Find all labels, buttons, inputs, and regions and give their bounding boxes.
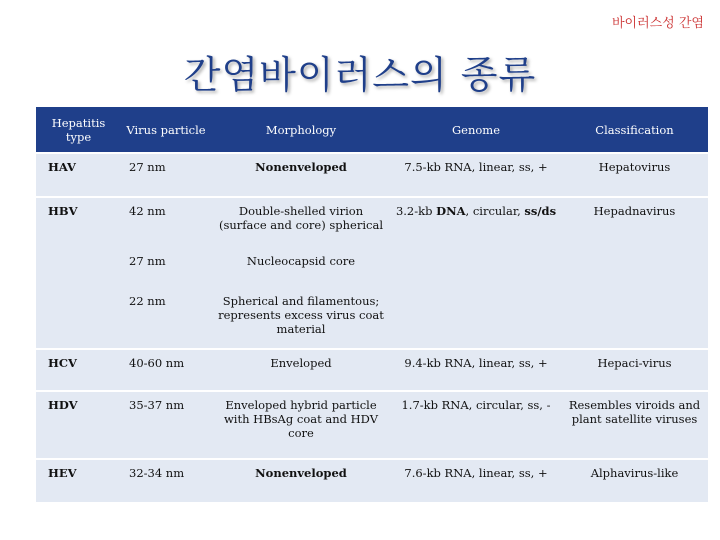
hepatitis-virus-table xyxy=(36,107,708,502)
cell-classification xyxy=(561,288,708,348)
cell-particle: 27 nm xyxy=(121,152,211,196)
genome-dna: DNA xyxy=(436,204,466,218)
cell-classification: Hepaci-virus xyxy=(561,348,708,390)
cell-morphology: Enveloped xyxy=(211,348,391,390)
cell-type: HCV xyxy=(36,348,121,390)
header-virus-particle: Virus particle xyxy=(121,107,211,152)
cell-morphology: Nucleocapsid core xyxy=(211,248,391,288)
cell-genome xyxy=(391,248,561,288)
cell-genome: 7.5-kb RNA, linear, ss, + xyxy=(391,152,561,196)
header-classification: Classification xyxy=(561,107,708,152)
cell-morphology: Enveloped hybrid particle with HBsAg coat and HDV core xyxy=(211,390,391,458)
header-hepatitis-type: Hepatitis type xyxy=(36,107,121,152)
table-row-hbv xyxy=(36,196,708,248)
cell-type: HBV xyxy=(36,196,121,248)
header-morphology: Morphology xyxy=(211,107,391,152)
cell-morphology: Double-shelled virion (surface and core) spherical xyxy=(211,196,391,248)
table-row-hbv-surface xyxy=(36,288,708,348)
cell-morphology: Spherical and filamentous; represents excess virus coat material xyxy=(211,288,391,348)
cell-classification xyxy=(561,248,708,288)
cell-genome xyxy=(391,288,561,348)
cell-genome: 9.4-kb RNA, linear, ss, + xyxy=(391,348,561,390)
cell-genome xyxy=(391,196,561,248)
cell-classification: Hepadnavirus xyxy=(561,196,708,248)
page-title: 간염바이러스의 종류 xyxy=(183,53,537,97)
cell-genome: 7.6-kb RNA, linear, ss, + xyxy=(391,458,561,502)
cell-morphology: Nonenveloped xyxy=(211,458,391,502)
header-genome: Genome xyxy=(391,107,561,152)
cell-classification: Resembles viroids and plant satellite viruses xyxy=(561,390,708,458)
table-row-hcv xyxy=(36,348,708,390)
genome-text: , circular, xyxy=(465,204,525,218)
cell-particle: 32-34 nm xyxy=(121,458,211,502)
cell-particle: 27 nm xyxy=(121,248,211,288)
table-row-hbv-core xyxy=(36,248,708,288)
cell-particle: 42 nm xyxy=(121,196,211,248)
table-header-row xyxy=(36,107,708,152)
genome-strand: ss/ds xyxy=(524,204,557,218)
cell-type xyxy=(36,248,121,288)
cell-classification: Hepatovirus xyxy=(561,152,708,196)
cell-genome: 1.7-kb RNA, circular, ss, - xyxy=(391,390,561,458)
cell-classification: Alphavirus-like xyxy=(561,458,708,502)
cell-particle: 35-37 nm xyxy=(121,390,211,458)
cell-morphology: Nonenveloped xyxy=(211,152,391,196)
cell-particle: 22 nm xyxy=(121,288,211,348)
genome-text: 3.2-kb xyxy=(395,204,437,218)
section-label: 바이러스성 간염 xyxy=(611,16,704,31)
cell-type: HAV xyxy=(36,152,121,196)
table-row-hdv xyxy=(36,390,708,458)
cell-particle: 40-60 nm xyxy=(121,348,211,390)
cell-type: HDV xyxy=(36,390,121,458)
table-row-hav xyxy=(36,152,708,196)
table-row-hev xyxy=(36,458,708,502)
cell-type xyxy=(36,288,121,348)
cell-type: HEV xyxy=(36,458,121,502)
